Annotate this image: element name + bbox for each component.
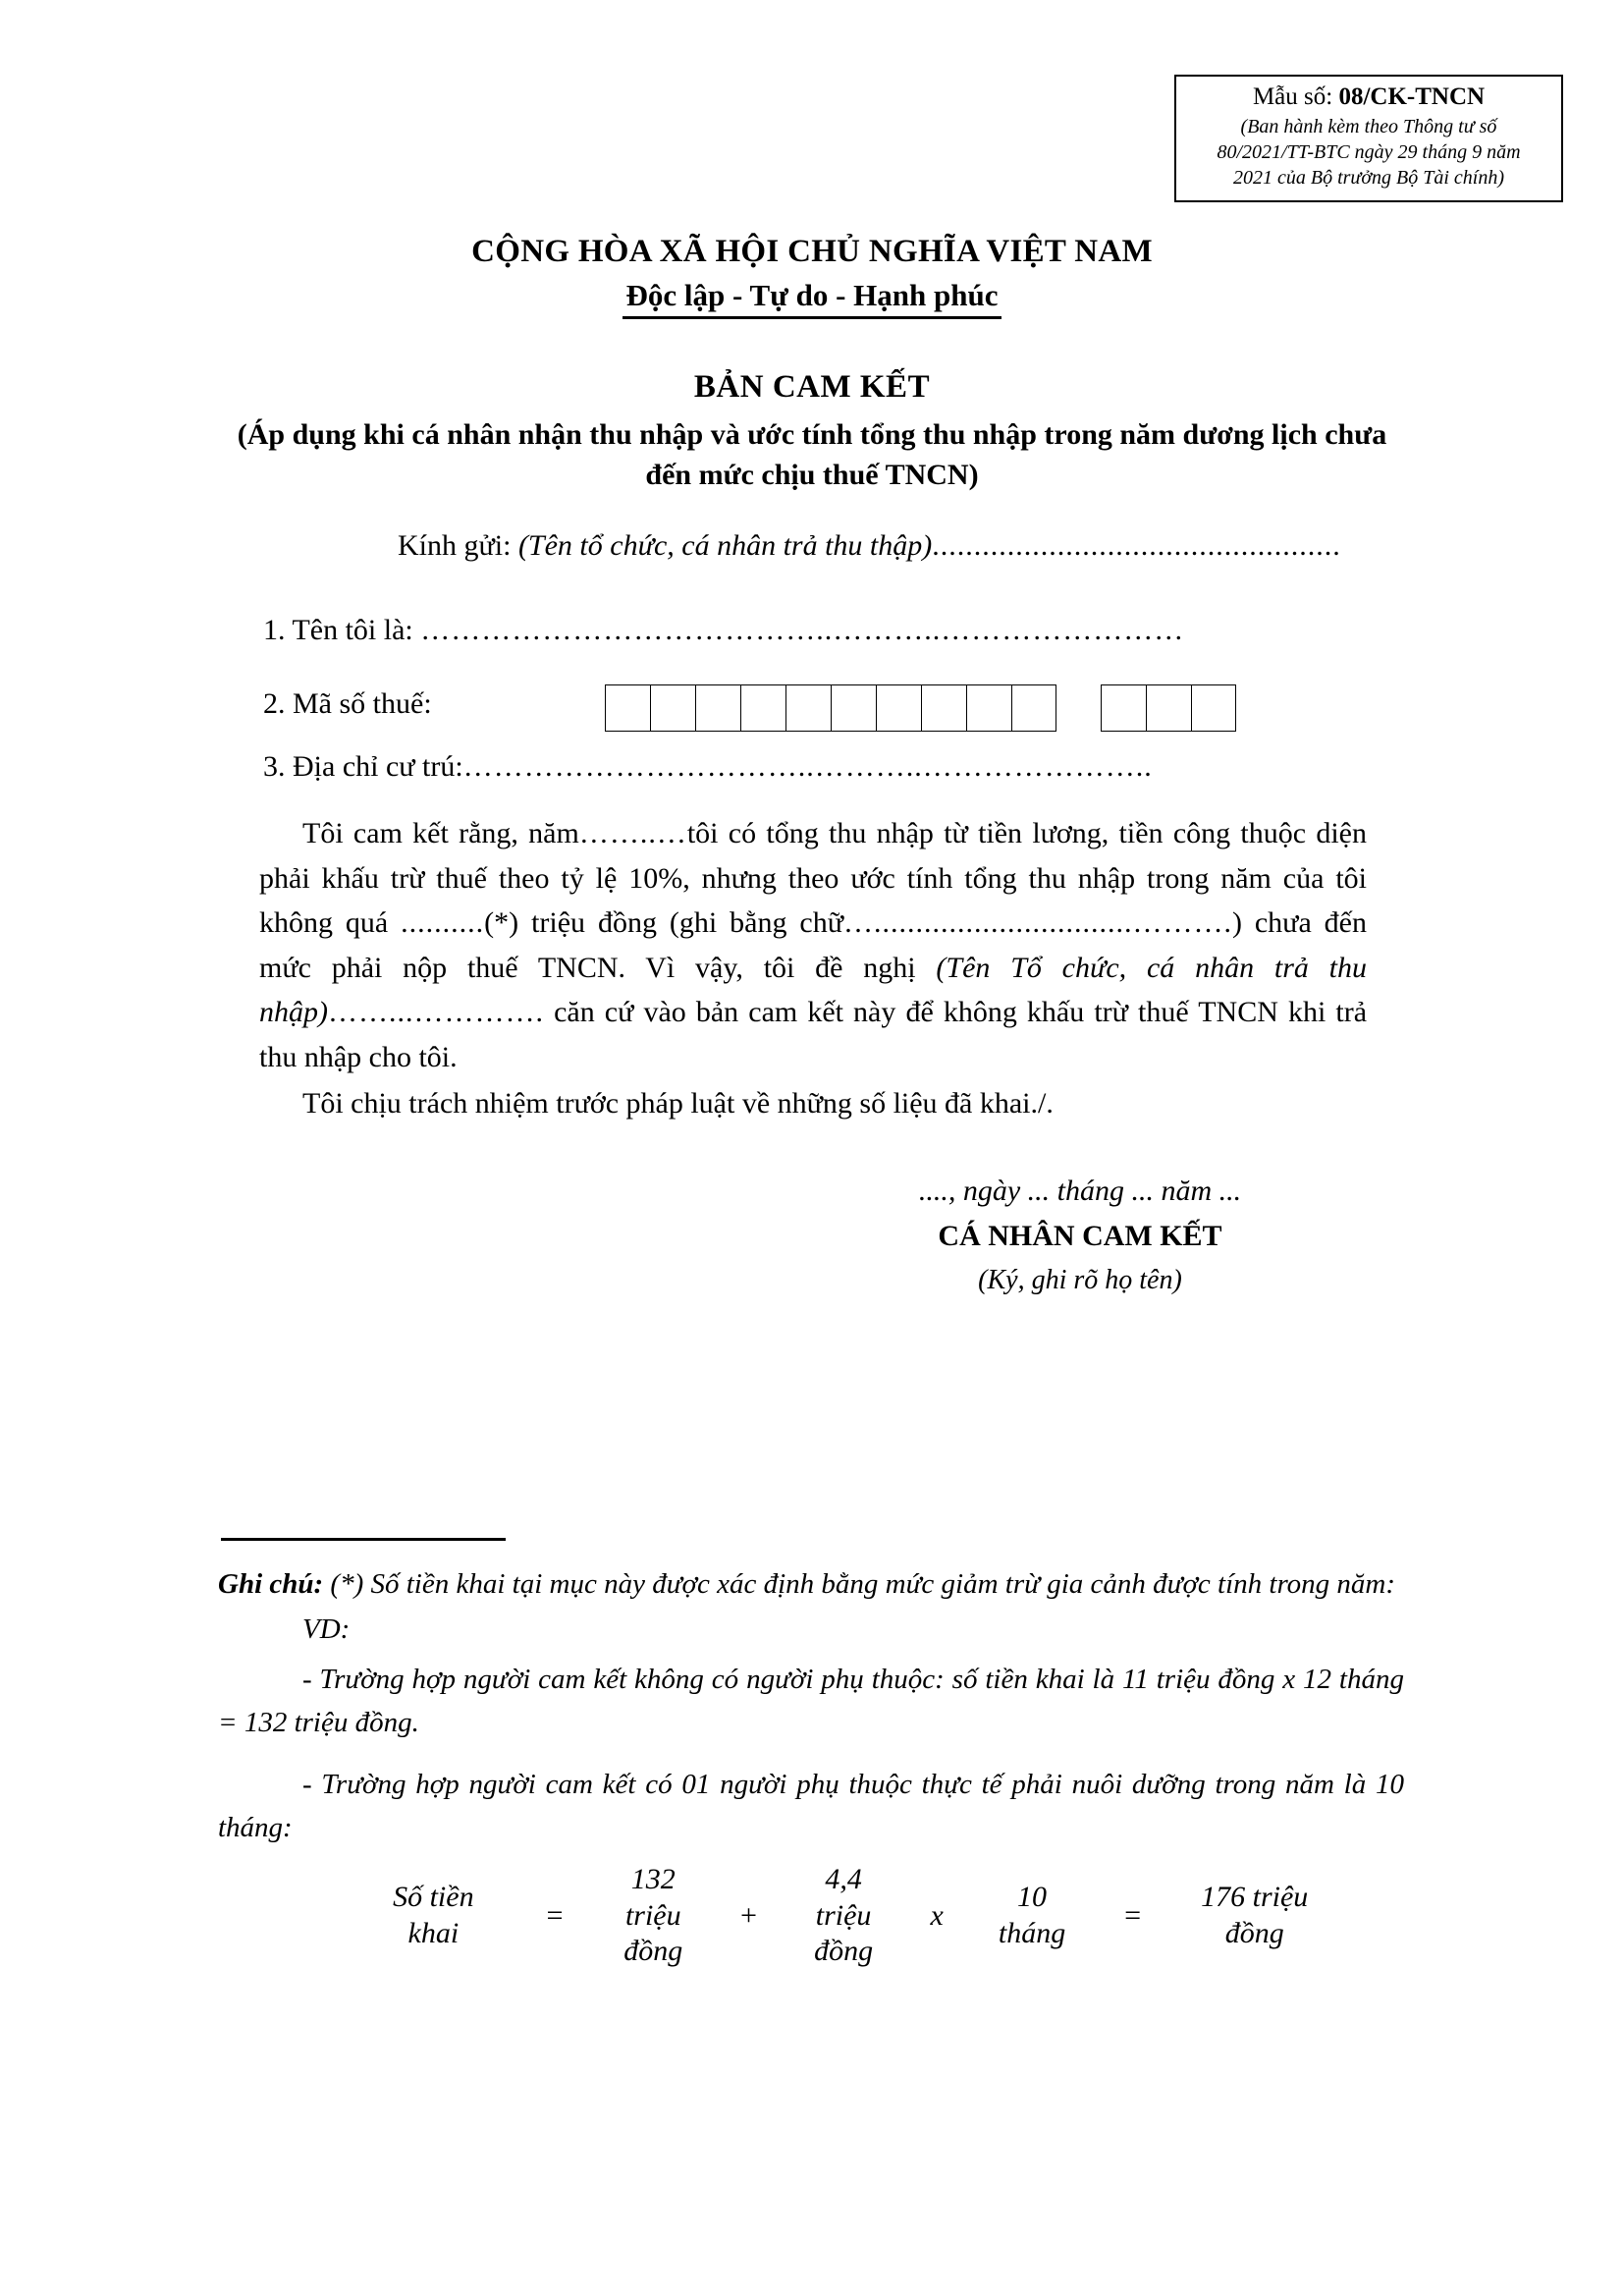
footnote-text: (*) Số tiền khai tại mục này được xác định bằng mức giảm trừ gia cảnh được tính trong năm: xyxy=(323,1568,1396,1600)
declaration-year-dots[interactable]: ……..… xyxy=(578,817,687,849)
formula-term-2 xyxy=(786,1862,901,1970)
field-address-label: 3. Địa chỉ cư trú: xyxy=(263,750,463,783)
recipient-line xyxy=(398,529,1517,563)
tax-code-cell[interactable] xyxy=(1011,684,1056,732)
formula-label xyxy=(353,1880,514,1951)
tax-code-cell[interactable] xyxy=(1191,684,1236,732)
field-address-input-dots[interactable]: ……………………………..………..………………….. xyxy=(462,750,1153,783)
footnote-separator xyxy=(221,1538,506,1541)
recipient-input-dots[interactable]: ................................................. xyxy=(932,529,1341,562)
footnote-block xyxy=(218,1563,1404,1849)
document-subtitle: (Áp dụng khi cá nhân nhận thu nhập và ước tính tổng thu nhập trong năm dương lịch chưa đến mức chịu thuế TNCN) xyxy=(237,418,1387,492)
formula-term-2-line-3: đồng xyxy=(814,1935,874,1968)
formula-operator-equals-1: = xyxy=(544,1898,565,1932)
declaration-words-dots[interactable]: …...............................………. xyxy=(842,906,1232,940)
tax-code-cell[interactable] xyxy=(605,684,650,732)
footnote-main xyxy=(218,1563,1404,1607)
recipient-label: Kính gửi: xyxy=(398,529,512,562)
field-taxcode-label-text: 2. Mã số thuế: xyxy=(263,687,432,720)
field-name-label: 1. Tên tôi là: xyxy=(263,614,413,646)
formula-term-1 xyxy=(596,1862,711,1970)
formula-term-1-line-1: 132 xyxy=(630,1863,676,1895)
form-number-code: 08/CK-TNCN xyxy=(1338,83,1486,110)
recipient-hint: (Tên tổ chức, cá nhân trả thu thập) xyxy=(517,529,933,562)
formula-operator-plus: + xyxy=(738,1898,759,1932)
tax-code-cell[interactable] xyxy=(921,684,966,732)
page-title: BẢN CAM KẾT xyxy=(693,369,931,405)
declaration-part-4: ) chưa đến mức phải nộp thuế TNCN. Vì vậy, tôi đề nghị xyxy=(259,906,1367,984)
formula-result-line-2: đồng xyxy=(1224,1916,1284,1949)
tax-code-group-1[interactable] xyxy=(605,684,1056,732)
declaration-part-3: (*) triệu đồng (ghi bằng chữ xyxy=(484,906,843,940)
tax-code-cell[interactable] xyxy=(695,684,740,732)
tax-code-cell[interactable] xyxy=(831,684,876,732)
formula-result-line-1: 176 triệu xyxy=(1201,1881,1309,1914)
signature-instruction: (Ký, ghi rõ họ tên) xyxy=(978,1265,1182,1295)
declaration-org-hint: (Tên Tổ chức, cá nhân trả thu nhập) xyxy=(259,951,1368,1029)
field-name-row xyxy=(263,614,1184,647)
formula-result xyxy=(1173,1880,1335,1951)
field-taxcode-label xyxy=(263,687,432,721)
calculation-formula xyxy=(353,1862,1335,1970)
field-address-row xyxy=(263,750,1153,784)
declaration-part-5: căn cứ vào bản cam kết này để không khấu trừ thuế TNCN khi trả thu nhập cho tôi. xyxy=(259,996,1368,1073)
document-title-block xyxy=(0,369,1624,496)
tax-code-input[interactable] xyxy=(605,684,1236,732)
formula-term-3-line-2: tháng xyxy=(998,1916,1066,1949)
footnote-case-2: - Trường hợp người cam kết có 01 người phụ thuộc thực tế phải nuôi dưỡng trong năm là 10 tháng: xyxy=(218,1769,1404,1843)
form-number-label: Mẫu số: xyxy=(1252,83,1333,110)
formula-operator-equals-2: = xyxy=(1122,1898,1143,1932)
formula-term-1-line-2: triệu xyxy=(624,1898,681,1932)
formula-term-3 xyxy=(973,1880,1092,1951)
tax-code-cell[interactable] xyxy=(966,684,1011,732)
responsibility-statement: Tôi chịu trách nhiệm trước pháp luật về những số liệu đã khai./. xyxy=(302,1087,1054,1120)
national-motto: Độc lập - Tự do - Hạnh phúc xyxy=(623,278,1002,319)
signature-block xyxy=(805,1171,1355,1299)
footnote-case-1: - Trường hợp người cam kết không có người phụ thuộc: số tiền khai là 11 triệu đồng x 12 tháng = 132 triệu đồng. xyxy=(218,1664,1404,1738)
country-name: CỘNG HÒA XÃ HỘI CHỦ NGHĨA VIỆT NAM xyxy=(471,234,1153,269)
formula-label-line-1: Số tiền xyxy=(393,1881,474,1914)
footnote-label: Ghi chú: xyxy=(218,1568,324,1600)
declaration-part-2: tôi có tổng thu nhập từ tiền lương, tiền công thuộc diện phải khấu trừ thuế theo tỷ lệ 10%, nhưng theo ước tính tổng thu nhập trong năm của tôi không quá xyxy=(259,817,1367,940)
formula-term-1-line-3: đồng xyxy=(623,1935,683,1968)
declaration-paragraph xyxy=(259,811,1367,1080)
formula-label-line-2: khai xyxy=(407,1916,460,1949)
tax-code-cell[interactable] xyxy=(876,684,921,732)
tax-code-cell[interactable] xyxy=(785,684,831,732)
form-number-line xyxy=(1184,82,1553,113)
tax-code-cell[interactable] xyxy=(1146,684,1191,732)
declaration-amount-dots[interactable]: .......... xyxy=(401,906,485,940)
form-issued-line-2: 80/2021/TT-BTC ngày 29 tháng 9 năm xyxy=(1217,140,1521,163)
tax-code-cell[interactable] xyxy=(740,684,785,732)
formula-term-2-line-1: 4,4 xyxy=(825,1863,862,1895)
form-issued-line-3: 2021 của Bộ trưởng Bộ Tài chính) xyxy=(1232,167,1504,190)
tax-code-cell[interactable] xyxy=(1101,684,1146,732)
formula-term-2-line-2: triệu xyxy=(815,1898,872,1932)
signature-title: CÁ NHÂN CAM KẾT xyxy=(938,1220,1222,1252)
formula-operator-times: x xyxy=(930,1898,944,1932)
tax-code-group-2[interactable] xyxy=(1101,684,1236,732)
signature-date-line[interactable]: ...., ngày ... tháng ... năm ... xyxy=(918,1175,1242,1207)
declaration-org-dots[interactable]: ……...…………. xyxy=(328,996,544,1029)
declaration-part-1: Tôi cam kết rằng, năm xyxy=(302,817,579,849)
tax-code-cell[interactable] xyxy=(650,684,695,732)
field-name-input-dots[interactable]: …………………………………..………..…………………… xyxy=(420,614,1185,646)
footnote-example-label: VD: xyxy=(302,1613,351,1645)
form-number-box xyxy=(1174,75,1563,202)
national-heading xyxy=(0,234,1624,319)
formula-term-3-line-1: 10 xyxy=(1017,1881,1048,1914)
form-issued-line-1: (Ban hành kèm theo Thông tư số xyxy=(1240,115,1497,137)
